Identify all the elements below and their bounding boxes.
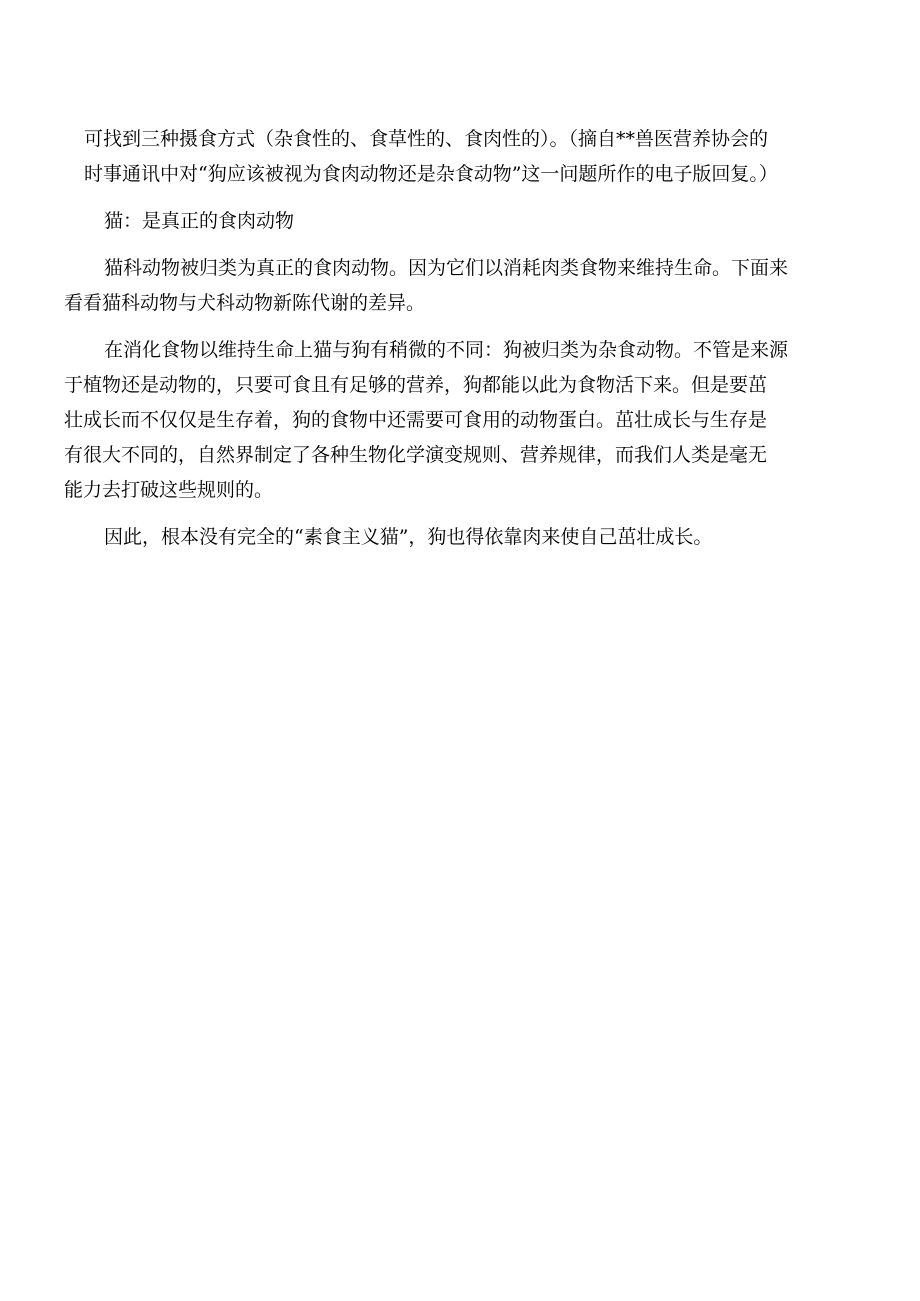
document-body (64, 122, 840, 567)
text-line: 猫科动物被归类为真正的食肉动物。因为它们以消耗肉类食物来维持生命。下面来 (104, 257, 789, 279)
text-line: 于植物还是动物的，只要可食且有足够的营养，狗都能以此为食物活下来。但是要茁 (64, 374, 768, 396)
paragraph-conclusion (84, 520, 840, 555)
text-line: 猫：是真正的食肉动物 (104, 210, 295, 232)
text-line: 壮成长而不仅仅是生存着，狗的食物中还需要可食用的动物蛋白。茁壮成长与生存是 (64, 409, 768, 431)
text-line: 因此，根本没有完全的“素食主义猫”，狗也得依靠肉来使自己茁壮成长。 (104, 526, 713, 548)
text-line: 在消化食物以维持生命上猫与狗有稍微的不同：狗被归类为杂食动物。不管是来源 (104, 339, 789, 361)
text-line: 时事通讯中对“狗应该被视为食肉动物还是杂食动物”这一问题所作的电子版回复。） (84, 163, 778, 185)
paragraph-digestion-difference (64, 333, 840, 508)
text-line: 能力去打破这些规则的。 (64, 479, 274, 501)
text-line: 有很大不同的，自然界制定了各种生物化学演变规则、营养规律，而我们人类是毫无 (64, 444, 768, 466)
text-line: 可找到三种摄食方式（杂食性的、食草性的、食肉性的）。（摘自**兽医营养协会的 (84, 128, 769, 150)
text-line: 看看猫科动物与犬科动物新陈代谢的差异。 (64, 292, 426, 314)
paragraph-feeding-modes (84, 122, 840, 192)
paragraph-feline-carnivore (64, 251, 840, 321)
section-heading-cat (84, 204, 840, 239)
